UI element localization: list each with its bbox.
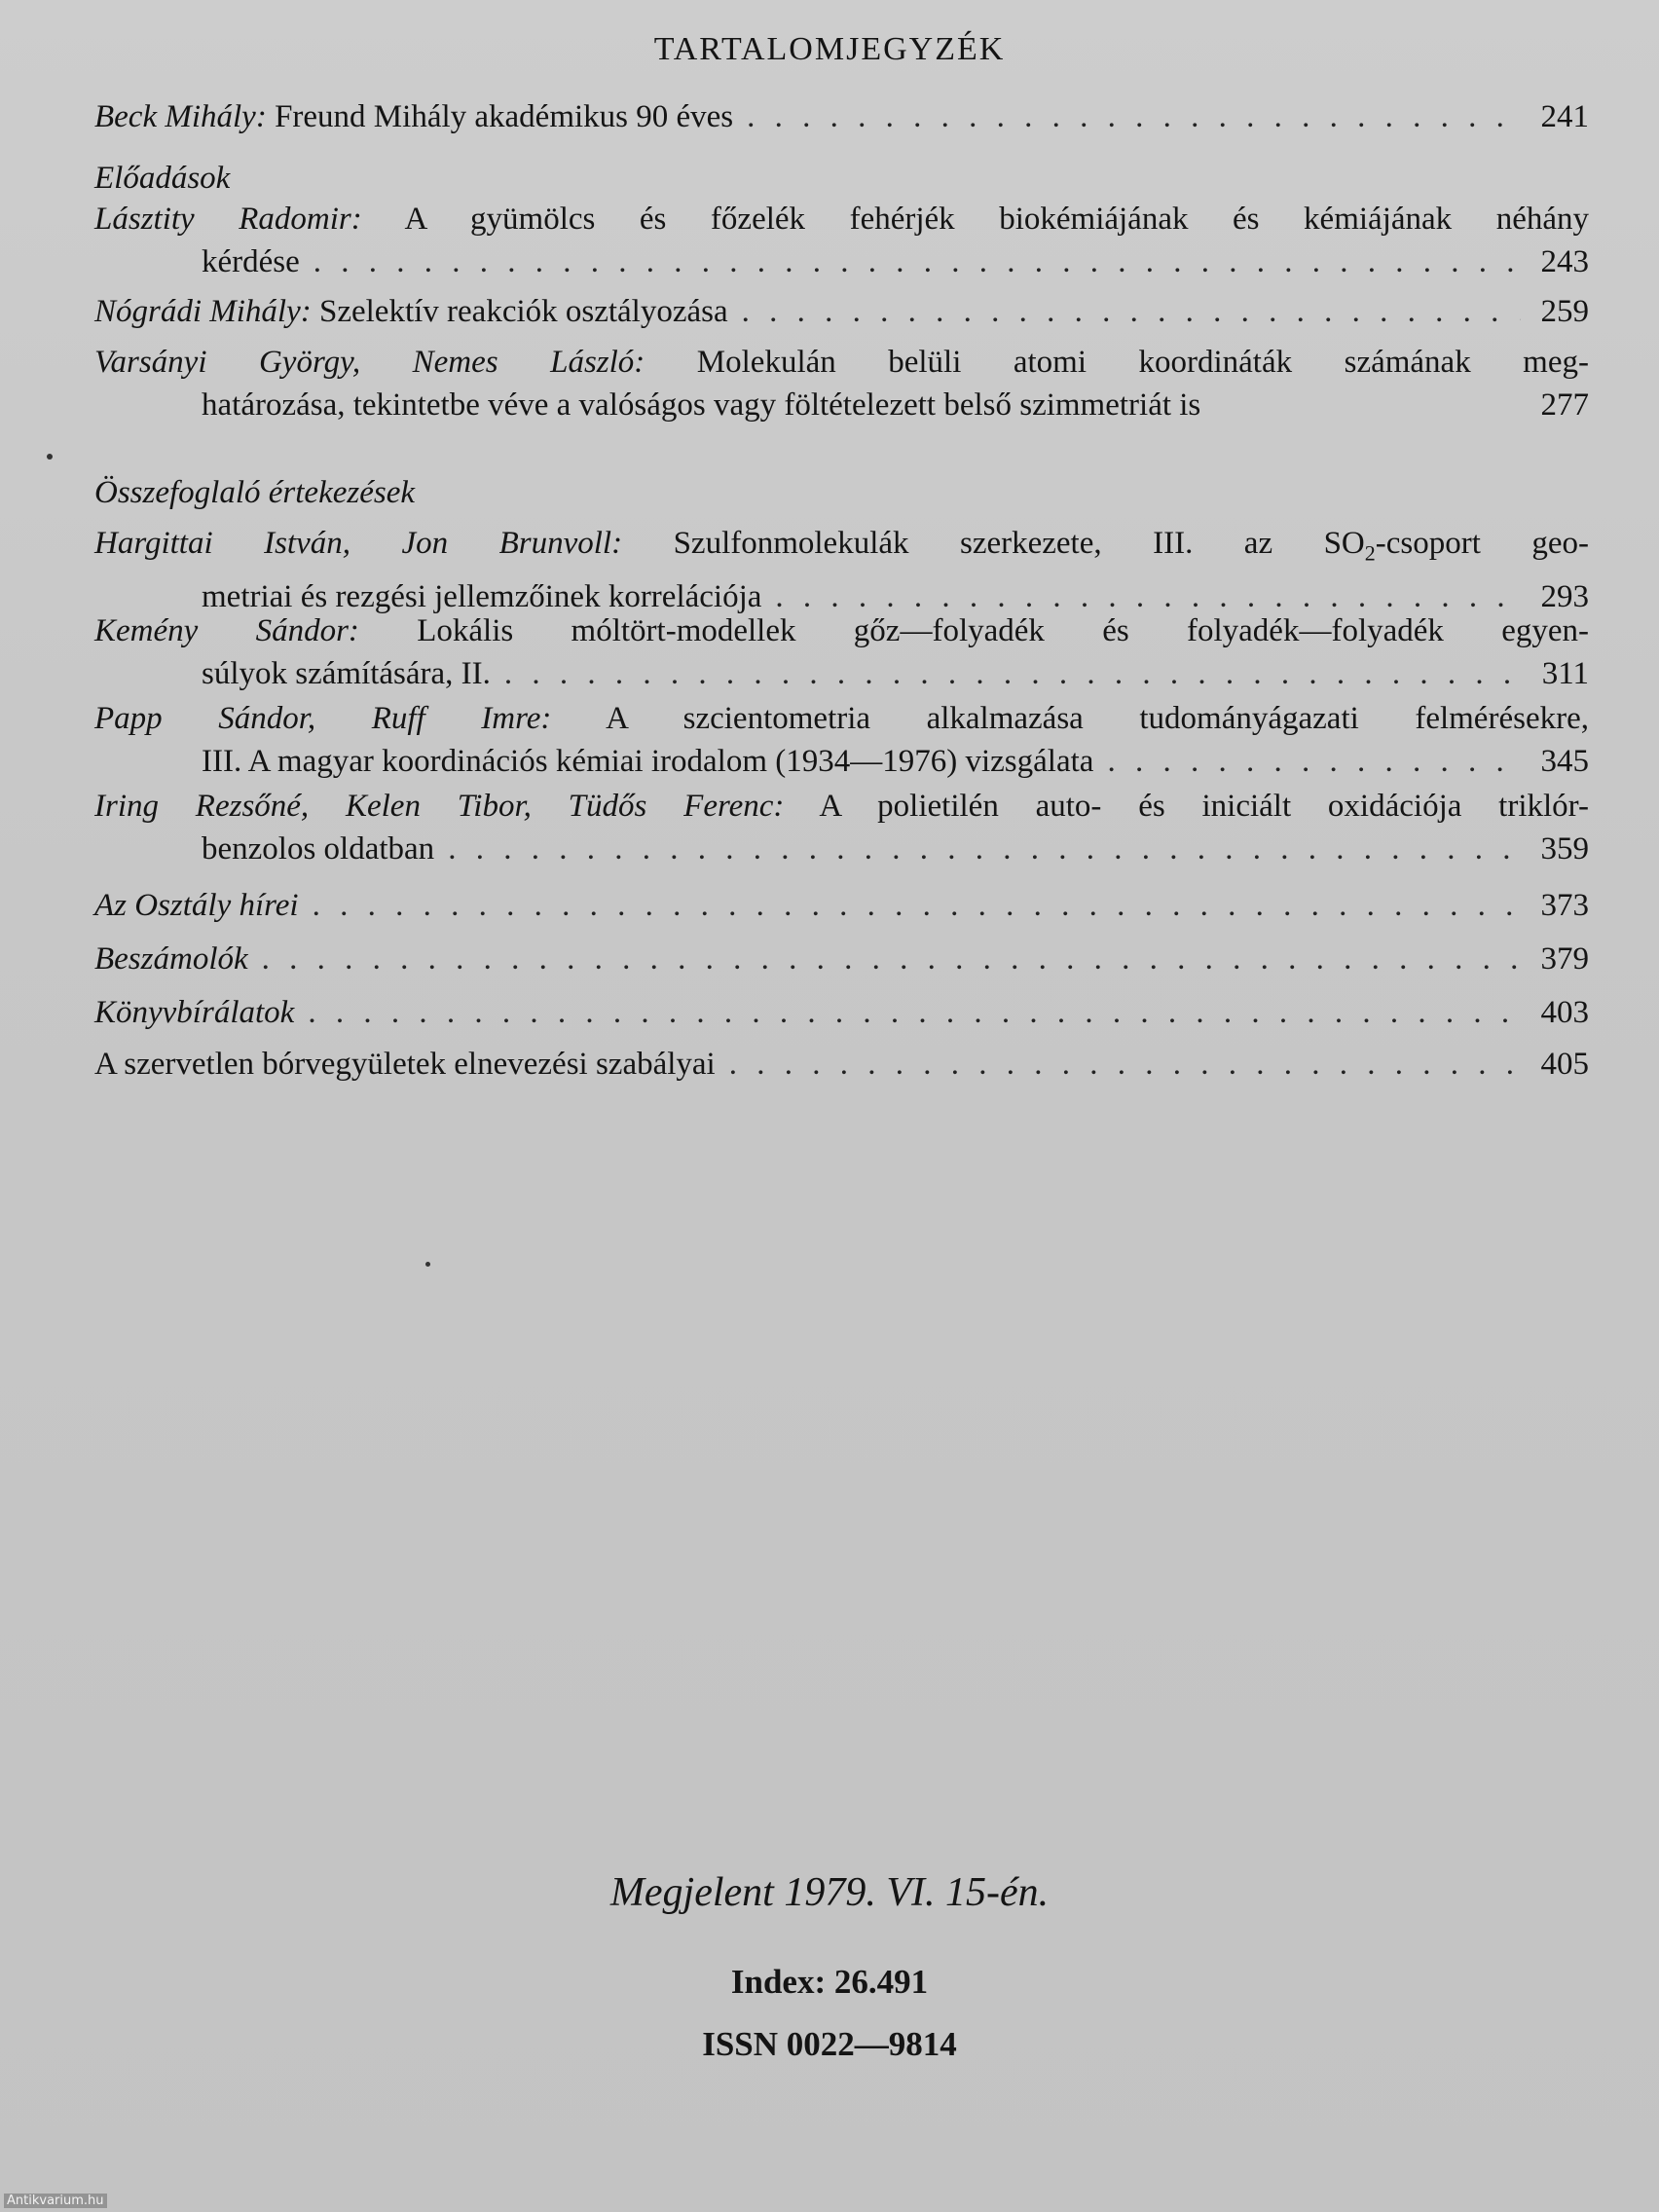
issn-number: ISSN 0022—9814 — [702, 2025, 957, 2063]
toc-entry — [94, 522, 1590, 614]
publication-date: Megjelent 1979. VI. 15-én. — [609, 1870, 1050, 1915]
dust-speck — [47, 454, 53, 460]
toc-author: Hargittai István, Jon Brunvoll: — [94, 526, 623, 561]
toc-entry — [94, 697, 1589, 783]
toc-title-continued: III. A magyar koordinációs kémiai irodalom (1934—1976) vizsgálata — [202, 744, 1094, 779]
toc-entry — [94, 609, 1589, 695]
toc-entry — [94, 1043, 1589, 1086]
toc-author: Papp Sándor, Ruff Imre: — [94, 701, 552, 736]
toc-author: Beck Mihály: — [94, 99, 267, 134]
toc-page-number: 359 — [1540, 831, 1589, 866]
toc-page-number: 345 — [1540, 744, 1589, 779]
dot-leader — [1107, 740, 1521, 783]
toc-section-title: Az Osztály hírei — [94, 888, 299, 923]
dot-leader — [448, 828, 1521, 870]
toc-author: Nógrádi Mihály: — [94, 294, 312, 329]
page-title: TARTALOMJEGYZÉK — [653, 31, 1006, 67]
toc-page-number: 373 — [1540, 888, 1589, 923]
toc-title-pre: Szulfonmolekulák szerkezete, III. az SO — [673, 526, 1365, 561]
toc-page-number: 241 — [1540, 99, 1589, 134]
toc-title-continued: súlyok számítására, II. — [202, 656, 491, 691]
toc-title-continued: benzolos oldatban — [202, 831, 435, 866]
toc-page-number: 311 — [1541, 656, 1589, 691]
toc-page-number: 403 — [1540, 995, 1589, 1030]
toc-entry — [94, 95, 1589, 138]
toc-page-number: 293 — [1540, 578, 1589, 614]
toc-page-number: 259 — [1540, 294, 1589, 329]
toc-title-continued: metriai és rezgési jellemzőinek korrelációja — [202, 578, 762, 614]
toc-entry — [94, 341, 1589, 426]
toc-page-number: 243 — [1540, 244, 1589, 279]
dot-leader — [313, 240, 1521, 283]
toc-title: A szcientometria alkalmazása tudományágazati felmérésekre, — [606, 701, 1589, 736]
toc-title: Lokális móltört-modellek gőz—folyadék és folyadék—folyadék egyen- — [417, 613, 1590, 648]
section-heading: Összefoglaló értekezések — [94, 475, 415, 510]
index-number: Index: 26.491 — [730, 1963, 929, 2001]
dot-leader — [313, 884, 1521, 927]
toc-author: Kemény Sándor: — [94, 613, 359, 648]
toc-author: Lásztity Radomir: — [94, 202, 362, 237]
dot-leader — [504, 652, 1521, 695]
toc-title-post: -csoport geo- — [1375, 526, 1590, 561]
toc-author: Varsányi György, Nemes László: — [94, 345, 645, 380]
toc-title: Molekulán belüli atomi koordináták számának meg- — [696, 345, 1589, 380]
toc-title: Szelektív reakciók osztályozása — [318, 294, 728, 329]
watermark: Antikvarium.hu — [4, 2194, 107, 2208]
toc-section-title: Beszámolók — [94, 941, 248, 977]
toc-author: Iring Rezsőné, Kelen Tibor, Tüdős Ferenc: — [94, 789, 785, 824]
dust-speck — [425, 1262, 430, 1267]
toc-title: A szervetlen bórvegyületek elnevezési szabályai — [94, 1047, 716, 1082]
toc-title-continued: határozása, tekintetbe véve a valóságos vagy föltételezett belső szimmetriát is — [202, 387, 1201, 423]
toc-page-number: 405 — [1540, 1047, 1589, 1082]
dot-leader — [308, 991, 1521, 1034]
toc-title: A polietilén auto- és iniciált oxidációja triklór- — [819, 789, 1589, 824]
subscript: 2 — [1364, 540, 1376, 566]
toc-entry — [94, 198, 1589, 283]
dot-leader — [262, 938, 1521, 980]
toc-entry — [94, 884, 1589, 927]
section-heading: Előadások — [94, 161, 231, 196]
toc-title: Freund Mihály akadémikus 90 éves — [275, 99, 734, 134]
dot-leader — [729, 1043, 1521, 1086]
toc-section-title: Könyvbírálatok — [94, 995, 295, 1030]
toc-entry — [94, 991, 1589, 1034]
toc-entry — [94, 938, 1589, 980]
toc-title: A gyümölcs és főzelék fehérjék biokémiájának és kémiájának néhány — [404, 202, 1589, 237]
toc-entry — [94, 785, 1589, 870]
toc-entry — [94, 290, 1589, 333]
toc-page-number: 379 — [1540, 941, 1589, 977]
toc-page-number: 277 — [1540, 387, 1589, 423]
dot-leader — [742, 290, 1521, 333]
dot-leader — [747, 95, 1521, 138]
toc-title-continued: kérdése — [202, 244, 300, 279]
